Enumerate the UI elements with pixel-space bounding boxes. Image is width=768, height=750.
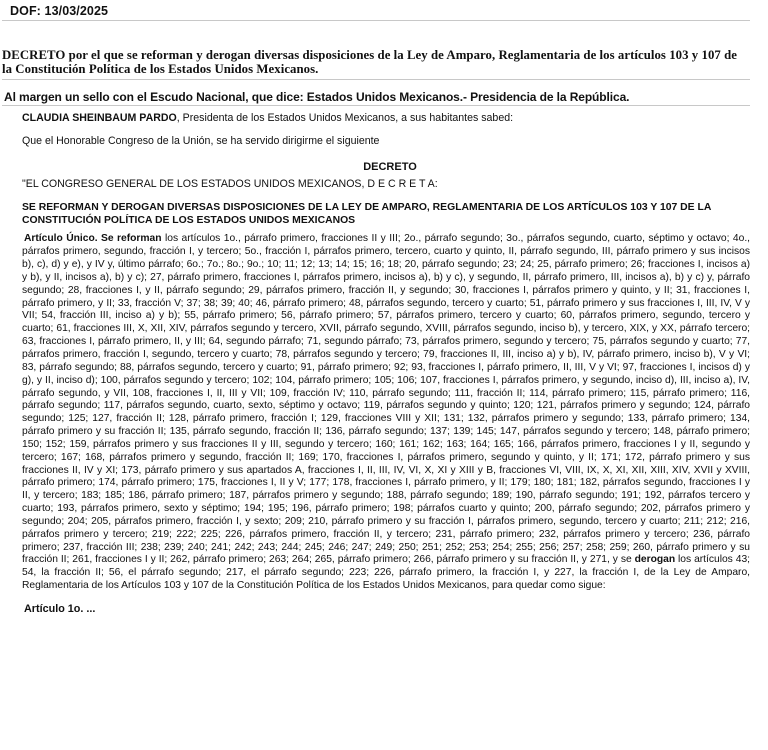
decree-title: DECRETO por el que se reforman y derogan diversas disposiciones de la Ley de Amparo, Reglamentaria de los artículos 103 y 107 de la Constitución Política de los Estados Unidos Mexicanos. <box>2 48 737 76</box>
article-lead: Artículo Único. Se reforman <box>24 233 162 245</box>
next-article-heading: Artículo 1o. ... <box>24 603 96 616</box>
congress-line: Que el Honorable Congreso de la Unión, se ha servido dirigirme el siguiente <box>22 134 380 147</box>
header-divider <box>2 20 750 21</box>
title-divider <box>2 79 750 80</box>
decree-heading: DECRETO <box>363 160 417 173</box>
derogan-word: derogan <box>634 554 676 566</box>
article-text: los artículos 1o., párrafo primero, fracciones II y III; 2o., párrafo segundo; 3o., párrafos segundo, cuarto, séptimo y octavo; 4o., párrafos primero, segundo, fracción I, y tercero; 5o., fracción I, párrafos primero, tercero, cuarto y quinto, II, párrafo segundo, III, párrafo primero y sus incisos b), c), d) y e), y IV y, último párrafo; 6o.; 7o.; 8o.; 9o.; 10; 11; 12; 13; 14; 15; 16; 18; 20, párrafo segundo; 23; 24; 25, párrafo primero; 26; fracciones I, incisos a) y b), y II, incisos a), b) y c); 27, párrafo primero, fracciones I, párrafos primero, incisos a), b) y c), y segundo, II, párrafo primero, III, incisos a), b) y c) y, párrafo segundo; 28, fracciones I, y II, párrafo segundo; 29, párrafos primero, fracción II, y segundo; 30, fracciones I, párrafos primero y quinto, y II; 31, fracciones I, párrafo primero, y II; 33, fracción V; 37; 38; 39; 40; 46, párrafo primero; 48, párrafos segundo, tercero y cuarto; 51, párrafo primero y sus fracciones I, III, IV, V y VII; 54, fracción III, inciso a) y b); 55, párrafo primero; 56, párrafo primero; 57, párrafos primero, tercero y cuarto; 60, párrafos primero, segundo, tercero y cuarto; 61, fracciones III, X, XII, XIV, párrafos segundo y tercero, XVII, párrafo segundo, XVIII, párrafos segundo, inciso b), y tercero, XIX, y XX, párrafo tercero; 63, fracciones I, párrafo primero, II, y III; 64, segundo párrafo; 71, segundo párrafo; 73, párrafos primero, segundo y tercero; 75, párrafos segundo y cuarto; 77, párrafos primero, fracción I, segundo, tercero y cuarto; 78, párrafos segundo y tercero; 79, fracciones II, III, inciso a) y b), IV, párrafo primero, inciso b), V y VI; 83, párrafo segundo; 88, párrafos segundo, tercero y cuarto; 91, párrafo primero; 92; 93, fracciones I, párrafo primero, II, III, V y VI; 97, fracciones I, incisos d) y g), y II, inciso d); 100, párrafos segundo y tercero; 102; 104, párrafo primero; 105; 106; 107, fracciones I, párrafos primero, y segundo, inciso d), III, inciso a), IV, párrafo segundo, y VII, 108, fracciones I, II, III y VII; 109, fracción IV; 110, párrafo segundo; 111, fracción II; 114, párrafo primero; 115, párrafo primero; 116, párrafo segundo; 117, párrafos segundo, cuarto, sexto, séptimo y octavo; 119, párrafos segundo y quinto; 120; 121, párrafos primero y segundo; 124, párrafo segundo; 125; 127, fracción II; 128, párrafo primero, fracción I; 129, fracciones VIII y XII; 131; 132, párrafos primero y segundo; 133, párrafo primero; 134, párrafo primero y su fracción II; 135, párrafo segundo, fracción II; 136, párrafo segundo; 137; 139; 145; 147, párrafos segundo y tercero; 148, párrafo primero; 150; 152; 159, párrafos primero y sus fracciones II y III, segundo y tercero; 160; 161; 162; 163; 164; 165; 166, párrafos primero, fracciones I y II, segundo y tercero; 167; 168, párrafos primero y segundo, fracción II; 169; 170, fracciones I, párrafos primero, segundo y quinto, y II; 171; 172, párrafo primero y sus fracciones II, IV y XI; 173, párrafo primero y sus apartados A, fracciones I, II, III, IV, VI, X, XI y XIII y B, fracciones VI, VIII, IX, X, XI, XII, XIII, XIV, XVII y XVIII, párrafo primero; 174, párrafo primero; 175, fracciones I, II y V; 177; 178, fracciones I, párrafo primero, y II; 179; 180; 181; 182, párrafos segundo, fracciones I y II, y tercero; 183; 185; 186, párrafo primero; 187, párrafos primero y segundo; 188, párrafo segundo; 189; 190, párrafo segundo; 191; 192, párrafos tercero y cuarto; 193, párrafos primero, sexto y séptimo; 194; 195; 196, párrafo primero; 198; párrafos cuarto y quinto; 200, párrafo segundo; 202, párrafos primero y segundo; 204; 205, párrafos primero, fracción I, y sexto; 209; 210, párrafo primero y su fracción I, párrafos primero, segundo, tercero y cuarto; 211; 212; 216, párrafos primero y tercero; 219; 222; 225; 226, párrafos primero, fracción II, y tercero; 231, párrafo primero; 232, párrafos primero y tercero; 236, párrafo primero; 237, fracción III; 238; 239; 240; 241; 242; 243; 244; 245; 246; 247; 249; 250; 251; 252; 253; 254; 255; 256; 257; 258; 259; 260, párrafo primero y su fracción II; 261, fracciones I y II; 262, párrafo primero; 263; 264; 265, párrafo primero; 266, párrafo primero y su fracción II, y 271, y se <box>22 233 750 566</box>
seal-divider <box>2 105 750 106</box>
seal-line: Al margen un sello con el Escudo Nacional, que dice: Estados Unidos Mexicanos.- Presidencia de la República. <box>4 90 630 104</box>
president-line <box>22 112 750 126</box>
reform-heading: SE REFORMAN Y DEROGAN DIVERSAS DISPOSICIONES DE LA LEY DE AMPARO, REGLAMENTARIA DE LOS ARTÍCULOS 103 Y 107 DE LA CONSTITUCIÓN POLÍTICA DE LOS ESTADOS UNIDOS MEXICANOS <box>22 202 711 227</box>
article-tail: los artículos 43; 54, la fracción II; 56, el párrafo segundo; 217, el párrafo segundo; 223; 226, párrafo primero, la fracción I, y 227, la fracción I, de la Ley de Amparo, Reglamentaria de los Artículos 103 y 107 de la Constitución Política de los Estados Unidos Mexicanos, para quedar como sigue: <box>22 554 750 592</box>
decree-intro: "EL CONGRESO GENERAL DE LOS ESTADOS UNIDOS MEXICANOS, D E C R E T A: <box>22 177 438 190</box>
president-text: , Presidenta de los Estados Unidos Mexicanos, a sus habitantes sabed: <box>176 112 514 124</box>
president-name: CLAUDIA SHEINBAUM PARDO <box>22 112 177 124</box>
publication-date: DOF: 13/03/2025 <box>10 4 109 18</box>
article-unico-body <box>22 233 750 593</box>
